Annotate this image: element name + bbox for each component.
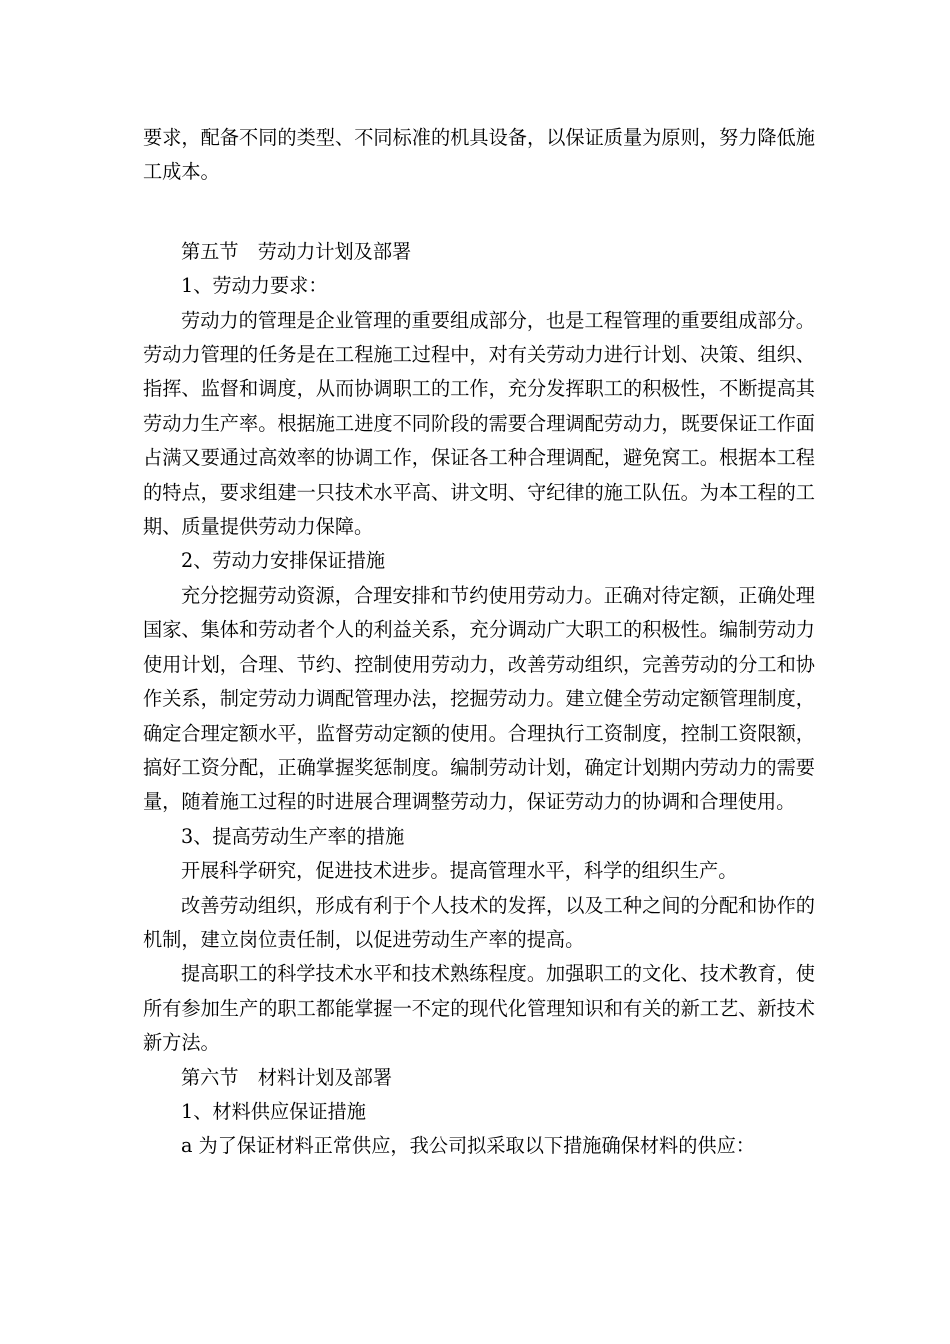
subheading-labor-arrangement: 2、劳动力安排保证措施 xyxy=(181,549,386,573)
paragraph-organization: 改善劳动组织，形成有利于个人技术的发挥，以及工种之间的分配和协作的机制，建立岗位责任制，以促进劳动生产率的提高。 xyxy=(143,893,815,951)
paragraph-labor-arrangement: 充分挖掘劳动资源，合理安排和节约使用劳动力。正确对待定额，正确处理国家、集体和劳动者个人的利益关系，充分调动广大职工的积极性。编制劳动力使用计划，合理、节约、控制使用劳动力，改善劳动组织，完善劳动的分工和协作关系，制定劳动力调配管理办法，挖掘劳动力。建立健全劳动定额管理制度，确定合理定额水平，监督劳动定额的使用。合理执行工资制度，控制工资限额，搞好工资分配，正确掌握奖惩制度。编制劳动计划，确定计划期内劳动力的需要量，随着施工过程的时进展合理调整劳动力，保证劳动力的协调和合理使用。 xyxy=(143,583,815,814)
subheading-productivity: 3、提高劳动生产率的措施 xyxy=(181,824,405,848)
document-body xyxy=(143,121,815,1164)
section-heading-5: 第五节 劳动力计划及部署 xyxy=(181,239,412,263)
paragraph-training: 提高职工的科学技术水平和技术熟练程度。加强职工的文化、技术教育，使所有参加生产的职工都能掌握一不定的现代化管理知识和有关的新工艺、新技术新方法。 xyxy=(143,962,815,1055)
paragraph-labor-management: 劳动力的管理是企业管理的重要组成部分，也是工程管理的重要组成部分。劳动力管理的任务是在工程施工过程中，对有关劳动力进行计划、决策、组织、指挥、监督和调度，从而协调职工的工作，充分发挥职工的积极性，不断提高其劳动力生产率。根据施工进度不同阶段的需要合理调配劳动力，既要保证工作面占满又要通过高效率的协调工作，保证各工种合理调配，避免窝工。根据本工程的特点，要求组建一只技术水平高、讲文明、守纪律的施工队伍。为本工程的工期、质量提供劳动力保障。 xyxy=(143,308,815,539)
paragraph-continuation: 要求，配备不同的类型、不同标准的机具设备，以保证质量为原则，努力降低施工成本。 xyxy=(143,126,815,184)
subheading-labor-requirements: 1、劳动力要求： xyxy=(181,274,328,298)
subheading-material-supply: 1、材料供应保证措施 xyxy=(181,1099,366,1123)
paragraph-research: 开展科学研究，促进技术进步。提高管理水平，科学的组织生产。 xyxy=(181,859,738,883)
section-heading-6: 第六节 材料计划及部署 xyxy=(181,1065,393,1089)
paragraph-material-supply: a 为了保证材料正常供应，我公司拟采取以下措施确保材料的供应： xyxy=(181,1134,755,1158)
